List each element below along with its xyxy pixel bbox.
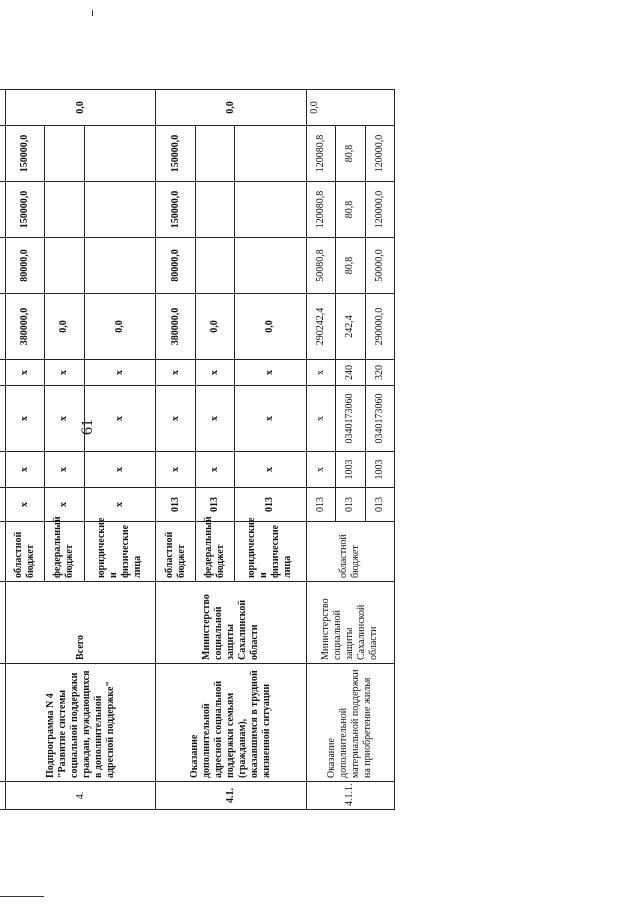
cell-rzpr: х bbox=[84, 452, 156, 488]
cell-grbs: х bbox=[6, 488, 45, 522]
cell-rzpr: х bbox=[235, 452, 307, 488]
cell-grbs: х bbox=[45, 488, 84, 522]
cell-csr: х bbox=[45, 386, 84, 452]
cell-2017 bbox=[84, 237, 156, 293]
cell-rzpr: х bbox=[6, 452, 45, 488]
row-num: 4.1. bbox=[156, 782, 306, 810]
row-source: юридические и физические лица bbox=[84, 522, 156, 582]
cell-csr: х bbox=[156, 386, 195, 452]
row-source: областной бюджет bbox=[6, 522, 45, 582]
cell-vr: 240 bbox=[336, 359, 365, 385]
cell-csr: х bbox=[6, 386, 45, 452]
cell-vr: х bbox=[45, 359, 84, 385]
cell-total: 380000,0 bbox=[6, 293, 45, 359]
cell-2018: 150000,0 bbox=[6, 181, 45, 237]
table-row bbox=[156, 89, 195, 809]
cell-2017 bbox=[195, 237, 234, 293]
cell-grbs: 013 bbox=[306, 488, 335, 522]
table-row bbox=[306, 89, 335, 809]
cell-csr: х bbox=[235, 386, 307, 452]
cell-rzpr: 1003 bbox=[365, 452, 394, 488]
cell-rzpr: х bbox=[306, 452, 335, 488]
cell-total: 0,0 bbox=[235, 293, 307, 359]
rotated-table-page bbox=[0, 90, 395, 810]
row-num: 4.1.1. bbox=[306, 782, 394, 810]
cell-2018 bbox=[235, 181, 307, 237]
cell-2019 bbox=[45, 125, 84, 181]
row-source: юридические и физические лица bbox=[235, 522, 307, 582]
row-name: Оказание дополнительной материальной поддержки на приобретение жилья bbox=[306, 664, 394, 782]
cell-vr: 320 bbox=[365, 359, 394, 385]
row-executor: Министерство социальной защиты Сахалинской области bbox=[156, 582, 306, 664]
row-num: 4. bbox=[6, 782, 156, 810]
cell-2019 bbox=[235, 125, 307, 181]
cell-2018: 80,8 bbox=[336, 181, 365, 237]
cell-2019: 120000,0 bbox=[365, 125, 394, 181]
cell-rzpr: х bbox=[195, 452, 234, 488]
cell-grbs: х bbox=[84, 488, 156, 522]
cell-2018 bbox=[195, 181, 234, 237]
cell-2019: 150000,0 bbox=[156, 125, 195, 181]
cell-grbs: 013 bbox=[365, 488, 394, 522]
cell-grbs: 013 bbox=[195, 488, 234, 522]
cell-2019 bbox=[195, 125, 234, 181]
cell-2017 bbox=[45, 237, 84, 293]
cell-vr: х bbox=[306, 359, 335, 385]
cell-2017: 50080,8 bbox=[306, 237, 335, 293]
cell-grbs: 013 bbox=[336, 488, 365, 522]
cell-2020: 0,0 bbox=[156, 89, 306, 125]
row-source: федеральный бюджет bbox=[195, 522, 234, 582]
cell-2018: 120080,8 bbox=[306, 181, 335, 237]
cell-rzpr: х bbox=[45, 452, 84, 488]
scan-edge-mark bbox=[92, 10, 93, 16]
cell-2019: 80,8 bbox=[336, 125, 365, 181]
budget-table bbox=[0, 89, 395, 810]
cell-total: 290000,0 bbox=[365, 293, 394, 359]
cell-2017: 80,8 bbox=[336, 237, 365, 293]
cell-rzpr: 1003 bbox=[336, 452, 365, 488]
cell-2020: 0,0 bbox=[6, 89, 156, 125]
cell-total: 290242,4 bbox=[306, 293, 335, 359]
cell-total: 380000,0 bbox=[156, 293, 195, 359]
cell-2018 bbox=[84, 181, 156, 237]
cell-2019 bbox=[84, 125, 156, 181]
cell-csr: х bbox=[306, 386, 335, 452]
cell-2017: 80000,0 bbox=[6, 237, 45, 293]
page-number: 61 bbox=[79, 419, 96, 435]
cell-2018 bbox=[45, 181, 84, 237]
row-name: Оказание дополнительной адресной социальной поддержки семьям (гражданам), оказавшимся в трудной жизненной ситуации bbox=[156, 664, 306, 782]
cell-grbs: 013 bbox=[235, 488, 307, 522]
cell-2017 bbox=[235, 237, 307, 293]
cell-csr: х bbox=[195, 386, 234, 452]
row-name: Подпрограмма N 4 "Развитие системы социальной поддержки граждан, нуждающихся в дополнительной адресной поддержке" bbox=[6, 664, 156, 782]
row-executor: Всего bbox=[6, 582, 156, 664]
cell-csr: 0340173060 bbox=[336, 386, 365, 452]
cell-2017: 80000,0 bbox=[156, 237, 195, 293]
cell-vr: х bbox=[84, 359, 156, 385]
cell-2020: 0,0 bbox=[306, 89, 394, 125]
cell-csr: 0340173060 bbox=[365, 386, 394, 452]
cell-vr: х bbox=[195, 359, 234, 385]
cell-vr: х bbox=[235, 359, 307, 385]
row-source: областной бюджет bbox=[306, 522, 394, 582]
cell-vr: х bbox=[6, 359, 45, 385]
row-source: федеральный бюджет bbox=[45, 522, 84, 582]
cell-total: 0,0 bbox=[195, 293, 234, 359]
cell-total: 242,4 bbox=[336, 293, 365, 359]
cell-rzpr: х bbox=[156, 452, 195, 488]
row-executor: Министерство социальной защиты Сахалинской области bbox=[306, 582, 394, 664]
table-row bbox=[6, 89, 45, 809]
cell-2019: 120080,8 bbox=[306, 125, 335, 181]
cell-2018: 120000,0 bbox=[365, 181, 394, 237]
cell-vr: х bbox=[156, 359, 195, 385]
cell-grbs: 013 bbox=[156, 488, 195, 522]
cell-total: 0,0 bbox=[84, 293, 156, 359]
cell-2017: 50000,0 bbox=[365, 237, 394, 293]
cell-csr: х bbox=[84, 386, 156, 452]
row-source: областной бюджет bbox=[156, 522, 195, 582]
cell-2019: 150000,0 bbox=[6, 125, 45, 181]
cell-total: 0,0 bbox=[45, 293, 84, 359]
scan-edge-mark bbox=[0, 896, 44, 897]
cell-2018: 150000,0 bbox=[156, 181, 195, 237]
